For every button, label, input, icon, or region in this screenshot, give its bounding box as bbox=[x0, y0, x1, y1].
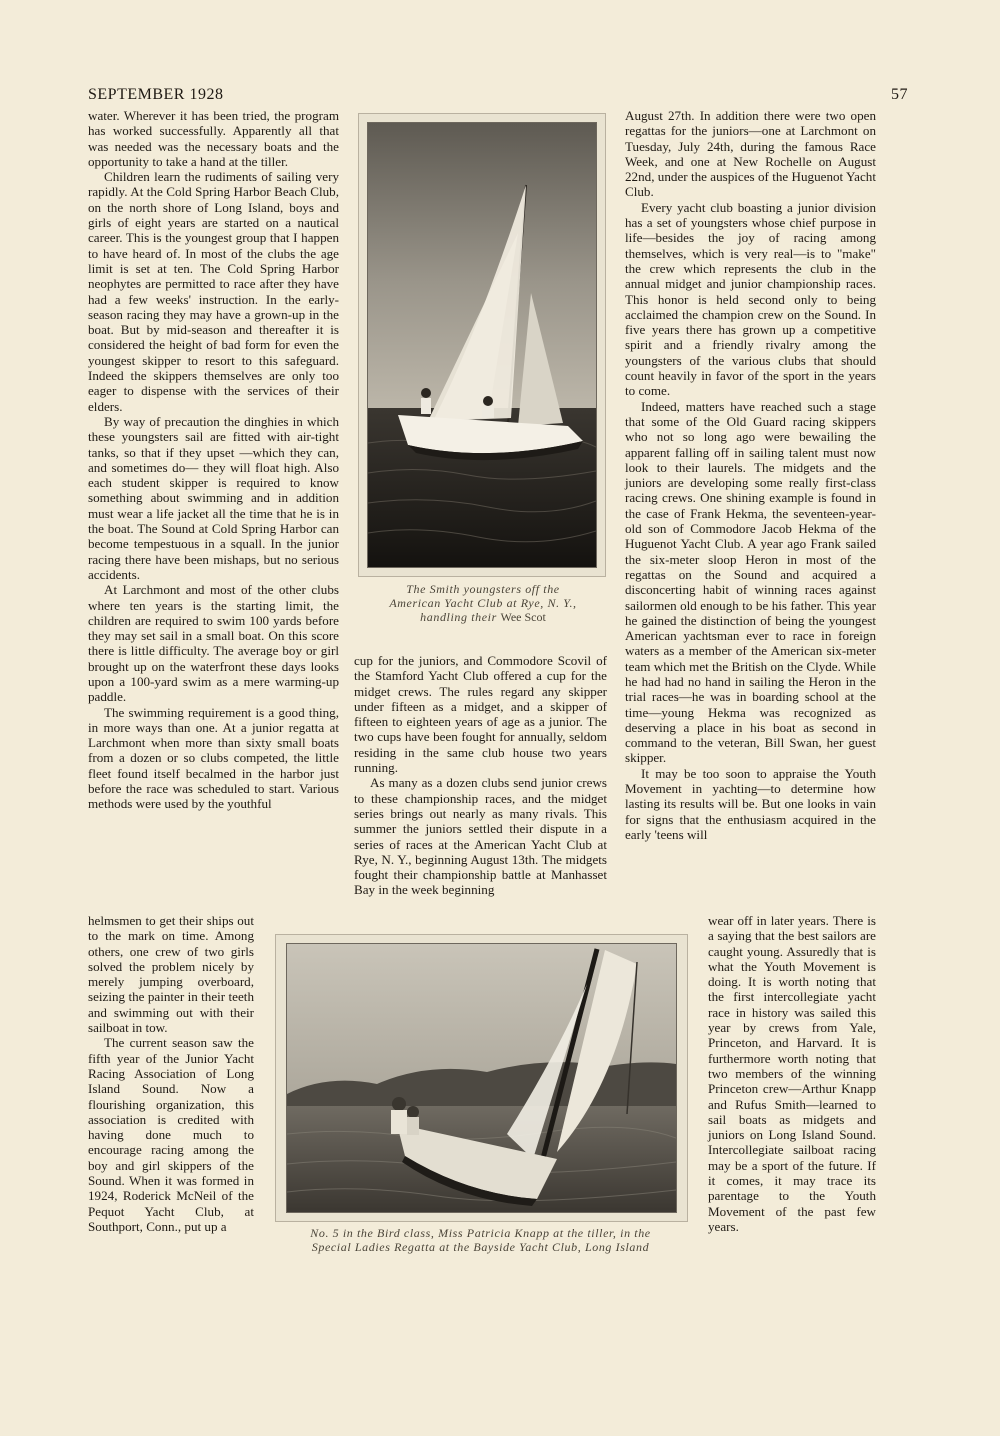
caption-line: American Yacht Club at Rye, N. Y., bbox=[389, 596, 577, 610]
column-3-lower bbox=[708, 913, 876, 1234]
paragraph: As many as a dozen clubs send junior crews to these championship races, and the midget series brings out nearly as many rivals. This summer the juniors settled their dispute in a series of races at the American Yacht Club at Rye, N. Y., beginning August 13th. The midgets fought their championship battle at Manhasset Bay in the week beginning bbox=[354, 775, 607, 898]
boat-name: Wee Scot bbox=[500, 610, 546, 624]
paragraph: By way of precaution the dinghies in which these youngsters sail are fitted with air-tight tanks, so that if they upset —which they can, and sometimes do— they will float high. Also each student skipper is required to know something about swimming and in addition must wear a life jacket all the time that he is in the boat. The Sound at Cold Spring Harbor can become tempestuous in a squall. In the junior racing there have been mishaps, but no serious accidents. bbox=[88, 413, 339, 582]
paragraph: Every yacht club boasting a junior division has a set of youngsters whose chief purpose in life—besides the joy of racing among themselves, which is very real—is to "make" the crew which represents the club in the annual midget and junior championship races. This honor is held second only to being acclaimed the champion crew on the Sound. In five years there has grown up a competitive spirit and a friendly rivalry among the youngsters of the various clubs that should count heavily in favor of the sport in the years to come. bbox=[625, 199, 876, 399]
paragraph: helmsmen to get their ships out to the mark on time. Among others, one crew of two girls solved the problem nicely by merely jumping overboard, seizing the painter in their teeth and swimming out with their sailboat in tow. bbox=[88, 913, 254, 1036]
caption-line: Special Ladies Regatta at the Bayside Yacht Club, Long Island bbox=[311, 1240, 650, 1254]
paragraph: At Larchmont and most of the other clubs where ten years is the starting limit, the children are required to swim 100 yards before they may set sail in a small boat. On this score there is little difficulty. The average boy or girl brought up on the waterfront these days looks upon a 100-yard swim as a mere warming-up paddle. bbox=[88, 582, 339, 705]
paragraph: August 27th. In addition there were two open regattas for the juniors—one at Larchmont on Tuesday, July 24th, during the famous Race Week, and one at New Rochelle on August 22nd, under the auspices of the Huguenot Yacht Club. bbox=[625, 108, 876, 200]
paragraph: Indeed, matters have reached such a stage that some of the Old Guard racing skippers who not so long ago were bewailing the apparent falling off in sailing talent must now look to their laurels. The midgets and the juniors are developing some really first-class racing crews. One shining example is found in the case of Frank Hekma, the seventeen-year-old son of Commodore Jacob Hekma of the Huguenot Yacht Club. A year ago Frank sailed the six-meter sloop Heron in most of the regattas on the Sound and acquired a disconcerting habit of winning races against sailormen old enough to be his father. This year he gained the distinction of being the youngest American yachtsman ever to race in foreign waters as a member of the American six-meter team which met the British on the Clyde. While he had had no hand in sailing the Heron in the trial races—he was in boarding school at the time—young Hekma was recognized as deserving a place in his boat as second in command to the veteran, Bill Swan, her guest skipper. bbox=[625, 398, 876, 766]
photo-image bbox=[286, 943, 677, 1213]
photo-sailboat-wee-scot bbox=[358, 113, 606, 577]
running-header-date: SEPTEMBER 1928 bbox=[88, 86, 224, 103]
page-number: 57 bbox=[891, 86, 908, 103]
photo-bird-class-sailboat bbox=[275, 934, 688, 1222]
caption-line: No. 5 in the Bird class, Miss Patricia Knapp at the tiller, in the bbox=[310, 1226, 651, 1240]
caption-line: The Smith youngsters off the bbox=[406, 582, 560, 596]
paragraph: The swimming requirement is a good thing, in more ways than one. At a junior regatta at Larchmont when more than sixty small boats from a dozen or so clubs competed, the little fleet found itself becalmed in the harbor just before the race was scheduled to start. Various methods were used by the youthful bbox=[88, 704, 339, 812]
paragraph: The current season saw the fifth year of the Junior Yacht Racing Association of Long Island Sound. Now a flourishing organization, this association is credited with having done much to encourage racing among the boy and girl skippers of the Sound. When it was formed in 1924, Roderick McNeil of the Pequot Yacht Club, at Southport, Conn., put up a bbox=[88, 1035, 254, 1234]
photo-1-caption bbox=[372, 582, 594, 624]
column-2 bbox=[354, 653, 607, 898]
paragraph: It may be too soon to appraise the Youth Movement in yachting—to determine how lasting its results will be. But one looks in vain for signs that the enthusiasm acquired in the early 'teens will bbox=[625, 765, 876, 842]
photo-image bbox=[367, 122, 597, 568]
paragraph: water. Wherever it has been tried, the program has worked successfully. Apparently all that was needed was the necessary boats and the opportunity to take a hand at the tiller. bbox=[88, 108, 339, 169]
column-1-lower bbox=[88, 913, 254, 1234]
column-1 bbox=[88, 108, 339, 812]
photo-2-caption bbox=[275, 1226, 686, 1254]
column-3 bbox=[625, 108, 876, 842]
sailboat-illustration-2 bbox=[287, 944, 676, 1212]
paragraph: Children learn the rudiments of sailing very rapidly. At the Cold Spring Harbor Beach Club, on the north shore of Long Island, boys and girls of eight years are started on a nautical career. This is the youngest group that I happen to have heard of. In most of the clubs the age limit is set at ten. The Cold Spring Harbor neophytes are permitted to race after they have had a few weeks' instruction. In the early-season racing they may have a grown-up in the boat. But by mid-season and thereafter it is considered the height of bad form for even the youngest skipper to resort to this safeguard. Indeed the skippers themselves are only too eager to dispense with the services of their elders. bbox=[88, 169, 339, 414]
paragraph: wear off in later years. There is a saying that the best sailors are caught young. Assuredly that is what the Youth Movement is doing. It is worth noting that the first intercollegiate yacht race in history was sailed this year by crews from Yale, Princeton, and Harvard. It is furthermore worth noting that two members of the winning Princeton crew—Arthur Knapp and Rufus Smith—learned to sail boats as midgets and juniors on Long Island Sound. Intercollegiate sailboat racing may be a sport of the future. If it comes, it may trace its parentage to the Youth Movement of the past few years. bbox=[708, 913, 876, 1234]
caption-line bbox=[372, 610, 594, 624]
caption-text: handling their bbox=[420, 610, 497, 624]
paragraph: cup for the juniors, and Commodore Scovil of the Stamford Yacht Club offered a cup for the midget crews. The rules regard any skipper under fifteen as a midget, and a skipper of fifteen to eighteen years of age as a junior. The two cups have been fought for annually, seldom residing in the same club house two years running. bbox=[354, 653, 607, 776]
sailboat-illustration bbox=[368, 123, 596, 567]
